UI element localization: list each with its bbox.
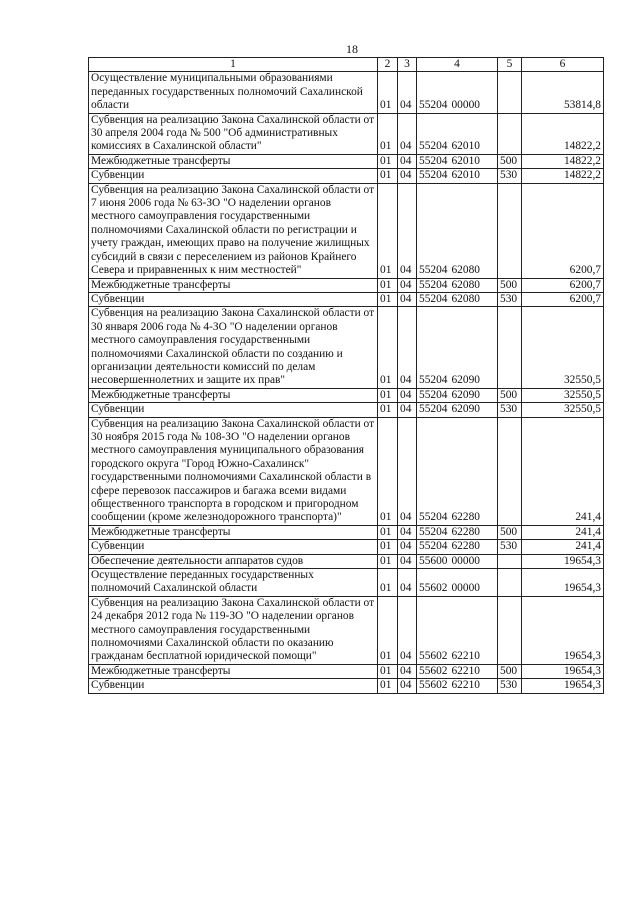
row-section-code: 01 <box>378 388 398 402</box>
row-target-code <box>417 292 498 306</box>
row-amount: 14822,2 <box>522 154 604 168</box>
table-row <box>89 154 604 168</box>
row-section-code: 01 <box>378 403 398 417</box>
table-row <box>89 278 604 292</box>
target-code-direction: 62090 <box>451 403 480 416</box>
row-subsection-code: 04 <box>398 525 417 539</box>
row-amount: 241,4 <box>522 540 604 554</box>
target-code-program: 55204 <box>419 511 448 524</box>
row-amount: 14822,2 <box>522 169 604 183</box>
row-name: Субвенция на реализацию Закона Сахалинской области от 30 апреля 2004 года № 500 "Об административных комиссиях в Сахалинской области" <box>89 113 378 154</box>
row-expense-type: 500 <box>498 278 522 292</box>
row-section-code: 01 <box>378 569 398 597</box>
row-amount: 6200,7 <box>522 292 604 306</box>
target-code-program: 55204 <box>419 403 448 416</box>
row-subsection-code: 04 <box>398 307 417 388</box>
target-code-direction: 62010 <box>451 140 480 153</box>
row-target-code <box>417 540 498 554</box>
target-code-program: 55204 <box>419 278 448 291</box>
target-code-program: 55602 <box>419 679 448 692</box>
target-code-program: 55204 <box>419 264 448 277</box>
row-name: Осуществление муниципальными образованиями переданных государственных полномочий Сахалинской области <box>89 72 378 113</box>
row-subsection-code: 04 <box>398 72 417 113</box>
table-row <box>89 596 604 664</box>
column-header: 3 <box>398 58 417 72</box>
row-expense-type <box>498 417 522 525</box>
row-section-code: 01 <box>378 292 398 306</box>
row-subsection-code: 04 <box>398 569 417 597</box>
row-subsection-code: 04 <box>398 154 417 168</box>
row-expense-type <box>498 307 522 388</box>
row-name: Субвенция на реализацию Закона Сахалинской области от 30 ноября 2015 года № 108-ЗО "О наделении органов местного самоуправления муниципального образования городского округа "Город Южно-Сахалинск" государственными полномочиями Сахалинской области в сфере перевозок пассажиров и багажа всеми видами общественного транспорта в городском и пригородном сообщении (кроме железнодорожного транспорта)" <box>89 417 378 525</box>
target-code-direction: 62210 <box>451 650 480 663</box>
row-name: Межбюджетные трансферты <box>89 525 378 539</box>
row-section-code: 01 <box>378 679 398 693</box>
row-amount: 241,4 <box>522 525 604 539</box>
column-header: 2 <box>378 58 398 72</box>
target-code-program: 55602 <box>419 582 448 595</box>
table-row <box>89 679 604 693</box>
row-subsection-code: 04 <box>398 403 417 417</box>
row-expense-type: 530 <box>498 679 522 693</box>
row-name: Субвенции <box>89 540 378 554</box>
row-subsection-code: 04 <box>398 169 417 183</box>
row-target-code <box>417 417 498 525</box>
row-name: Осуществление переданных государственных полномочий Сахалинской области <box>89 569 378 597</box>
row-subsection-code: 04 <box>398 113 417 154</box>
row-target-code <box>417 664 498 678</box>
row-expense-type: 500 <box>498 154 522 168</box>
row-section-code: 01 <box>378 113 398 154</box>
row-expense-type <box>498 113 522 154</box>
row-amount: 32550,5 <box>522 403 604 417</box>
row-subsection-code: 04 <box>398 292 417 306</box>
row-section-code: 01 <box>378 154 398 168</box>
column-header: 6 <box>522 58 604 72</box>
row-name: Субвенции <box>89 292 378 306</box>
row-section-code: 01 <box>378 664 398 678</box>
row-name: Субвенции <box>89 679 378 693</box>
row-expense-type <box>498 183 522 278</box>
budget-table <box>88 57 604 694</box>
target-code-direction: 62090 <box>451 388 480 401</box>
row-target-code <box>417 307 498 388</box>
table-row <box>89 554 604 568</box>
row-amount: 53814,8 <box>522 72 604 113</box>
target-code-program: 55204 <box>419 169 448 182</box>
row-name: Межбюджетные трансферты <box>89 278 378 292</box>
row-expense-type: 500 <box>498 664 522 678</box>
row-amount: 19654,3 <box>522 554 604 568</box>
row-subsection-code: 04 <box>398 679 417 693</box>
table-body <box>89 72 604 693</box>
column-header: 1 <box>89 58 378 72</box>
column-header: 4 <box>417 58 498 72</box>
target-code-direction: 62280 <box>451 525 480 538</box>
row-amount: 14822,2 <box>522 113 604 154</box>
row-amount: 6200,7 <box>522 183 604 278</box>
target-code-program: 55204 <box>419 154 448 167</box>
target-code-program: 55204 <box>419 140 448 153</box>
target-code-program: 55204 <box>419 374 448 387</box>
target-code-direction: 62010 <box>451 169 480 182</box>
target-code-direction: 62090 <box>451 374 480 387</box>
row-name: Субвенция на реализацию Закона Сахалинской области от 24 декабря 2012 года № 119-ЗО "О наделении органов местного самоуправления государственными полномочиями Сахалинской области по оказанию гражданам бесплатной юридической помощи" <box>89 596 378 664</box>
table-row <box>89 169 604 183</box>
table-row <box>89 72 604 113</box>
target-code-program: 55602 <box>419 650 448 663</box>
row-section-code: 01 <box>378 183 398 278</box>
row-name: Межбюджетные трансферты <box>89 664 378 678</box>
row-expense-type: 500 <box>498 388 522 402</box>
target-code-direction: 62080 <box>451 292 480 305</box>
row-expense-type: 500 <box>498 525 522 539</box>
row-subsection-code: 04 <box>398 417 417 525</box>
row-amount: 19654,3 <box>522 569 604 597</box>
table-row <box>89 113 604 154</box>
row-name: Субвенции <box>89 169 378 183</box>
row-target-code <box>417 169 498 183</box>
row-name: Обеспечение деятельности аппаратов судов <box>89 554 378 568</box>
row-target-code <box>417 569 498 597</box>
row-target-code <box>417 278 498 292</box>
target-code-program: 55204 <box>419 99 448 112</box>
row-amount: 19654,3 <box>522 679 604 693</box>
row-section-code: 01 <box>378 307 398 388</box>
row-section-code: 01 <box>378 596 398 664</box>
table-row <box>89 292 604 306</box>
row-subsection-code: 04 <box>398 596 417 664</box>
row-target-code <box>417 183 498 278</box>
row-name: Межбюджетные трансферты <box>89 154 378 168</box>
row-target-code <box>417 403 498 417</box>
row-subsection-code: 04 <box>398 388 417 402</box>
row-expense-type <box>498 596 522 664</box>
row-section-code: 01 <box>378 554 398 568</box>
row-amount: 19654,3 <box>522 596 604 664</box>
row-subsection-code: 04 <box>398 664 417 678</box>
target-code-direction: 62080 <box>451 264 480 277</box>
row-target-code <box>417 388 498 402</box>
row-amount: 19654,3 <box>522 664 604 678</box>
target-code-direction: 62080 <box>451 278 480 291</box>
row-subsection-code: 04 <box>398 183 417 278</box>
target-code-program: 55204 <box>419 540 448 553</box>
row-amount: 32550,5 <box>522 307 604 388</box>
target-code-direction: 62280 <box>451 540 480 553</box>
row-name: Субвенции <box>89 403 378 417</box>
row-target-code <box>417 72 498 113</box>
table-row <box>89 664 604 678</box>
target-code-direction: 62210 <box>451 679 480 692</box>
column-header: 5 <box>498 58 522 72</box>
row-expense-type <box>498 569 522 597</box>
row-expense-type: 530 <box>498 292 522 306</box>
row-section-code: 01 <box>378 417 398 525</box>
target-code-direction: 62010 <box>451 154 480 167</box>
target-code-direction: 00000 <box>451 554 480 567</box>
row-name: Субвенция на реализацию Закона Сахалинской области от 7 июня 2006 года № 63-ЗО "О наделении органов местного самоуправления государственными полномочиями Сахалинской области по регистрации и учету граждан, имеющих право на получение жилищных субсидий в связи с переселением из районов Крайнего Севера и приравненных к ним местностей" <box>89 183 378 278</box>
target-code-direction: 00000 <box>451 582 480 595</box>
row-section-code: 01 <box>378 540 398 554</box>
target-code-program: 55600 <box>419 554 448 567</box>
row-target-code <box>417 679 498 693</box>
table-row <box>89 307 604 388</box>
row-expense-type: 530 <box>498 169 522 183</box>
row-section-code: 01 <box>378 278 398 292</box>
row-target-code <box>417 154 498 168</box>
row-section-code: 01 <box>378 525 398 539</box>
target-code-direction: 62210 <box>451 664 480 677</box>
row-amount: 6200,7 <box>522 278 604 292</box>
table-row <box>89 569 604 597</box>
row-expense-type: 530 <box>498 540 522 554</box>
row-expense-type <box>498 72 522 113</box>
row-expense-type: 530 <box>498 403 522 417</box>
table-row <box>89 403 604 417</box>
row-section-code: 01 <box>378 72 398 113</box>
target-code-program: 55602 <box>419 664 448 677</box>
table-row <box>89 525 604 539</box>
row-amount: 32550,5 <box>522 388 604 402</box>
column-number-row <box>89 58 604 72</box>
target-code-direction: 00000 <box>451 99 480 112</box>
table-row <box>89 417 604 525</box>
row-expense-type <box>498 554 522 568</box>
row-section-code: 01 <box>378 169 398 183</box>
row-name: Субвенция на реализацию Закона Сахалинской области от 30 января 2006 года № 4-ЗО "О наделении органов местного самоуправления государственными полномочиями Сахалинской области по созданию и организации деятельности комиссий по делам несовершеннолетних и защите их прав" <box>89 307 378 388</box>
target-code-program: 55204 <box>419 525 448 538</box>
row-subsection-code: 04 <box>398 554 417 568</box>
row-subsection-code: 04 <box>398 278 417 292</box>
target-code-program: 55204 <box>419 292 448 305</box>
table-row <box>89 183 604 278</box>
page-number: 18 <box>346 42 358 56</box>
row-subsection-code: 04 <box>398 540 417 554</box>
target-code-program: 55204 <box>419 388 448 401</box>
row-target-code <box>417 596 498 664</box>
table-row <box>89 388 604 402</box>
table-row <box>89 540 604 554</box>
row-name: Межбюджетные трансферты <box>89 388 378 402</box>
row-target-code <box>417 525 498 539</box>
row-target-code <box>417 113 498 154</box>
target-code-direction: 62280 <box>451 511 480 524</box>
row-amount: 241,4 <box>522 417 604 525</box>
row-target-code <box>417 554 498 568</box>
